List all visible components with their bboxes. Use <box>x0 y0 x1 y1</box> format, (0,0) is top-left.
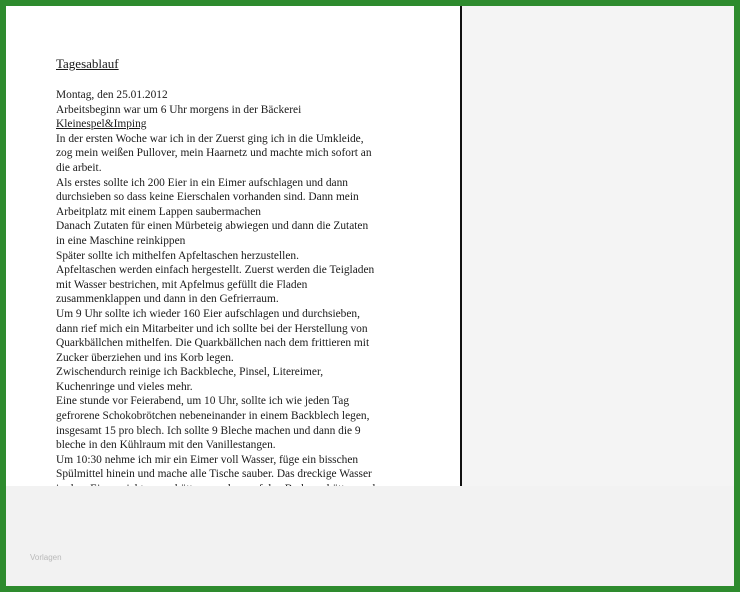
text-line: durchsieben so dass keine Eierschalen vorhanden sind. Dann mein <box>56 191 359 204</box>
text-line: die arbeit. <box>56 161 102 174</box>
text-line: Danach Zutaten für einen Mürbeteig abwiegen und dann die Zutaten <box>56 220 369 233</box>
text-line: Um 9 Uhr sollte ich wieder 160 Eier aufschlagen und durchsieben, <box>56 307 360 320</box>
text-line: Eine stunde vor Feierabend, um 10 Uhr, sollte ich wie jeden Tag <box>56 395 350 408</box>
document-title: Tagesablauf <box>56 56 119 71</box>
text-line: Montag, den 25.01.2012 <box>56 89 168 101</box>
text-line: zusammenklappen und dann in den Gefrierraum. <box>56 293 279 306</box>
watermark: Vorlagen <box>30 553 62 562</box>
text-line: Zucker überziehen und ins Korb legen. <box>56 351 234 364</box>
text-line: Zwischendurch reinige ich Backbleche, Pinsel, Litereimer, <box>56 366 324 379</box>
text-line: Spülmittel hinein und mache alle Tische sauber. Das dreckige Wasser <box>56 468 372 481</box>
text-line: Später sollte ich mithelfen Apfeltaschen herzustellen. <box>56 249 299 262</box>
text-line: Apfeltaschen werden einfach hergestellt. Zuerst werden die Teigladen <box>56 264 375 277</box>
text-line: Arbeitsbeginn war um 6 Uhr morgens in der Bäckerei <box>56 103 302 116</box>
text-line: mit Wasser bestrichen, mit Apfelmus gefüllt die Fladen <box>56 278 308 291</box>
text-line: insgesamt 15 pro blech. Ich sollte 9 Bleche machen und dann die 9 <box>56 424 361 437</box>
document-body <box>56 88 454 497</box>
empty-side-area <box>462 6 734 486</box>
text-line: Um 10:30 nehme ich mir ein Eimer voll Wasser, füge ein bisschen <box>56 453 359 466</box>
text-line: Quarkbällchen mithelfen. Die Quarkbällchen nach dem frittieren mit <box>56 337 370 350</box>
text-line: zog mein weißen Pullover, mein Haarnetz und machte mich sofort an <box>56 147 372 160</box>
text-line: bleche in den Kühlraum mit den Vanillestangen. <box>56 439 276 452</box>
company-name-line: Kleinespel&Imping <box>56 118 147 131</box>
document-page <box>6 6 461 486</box>
text-line: gefrorene Schokobrötchen nebeneinander in einem Backblech legen, <box>56 410 370 423</box>
text-line: Als erstes sollte ich 200 Eier in ein Eimer aufschlagen und dann <box>56 176 348 189</box>
text-line: In der ersten Woche war ich in der Zuerst ging ich in die Umkleide, <box>56 132 364 145</box>
text-line: dann rief mich ein Mitarbeiter und ich sollte bei der Herstellung von <box>56 322 368 335</box>
empty-bottom-area <box>6 486 734 586</box>
text-line: in eine Maschine reinkippen <box>56 234 186 247</box>
text-line: Kuchenringe und vieles mehr. <box>56 380 193 393</box>
text-line: Arbeitplatz mit einem Lappen saubermachen <box>56 205 261 218</box>
